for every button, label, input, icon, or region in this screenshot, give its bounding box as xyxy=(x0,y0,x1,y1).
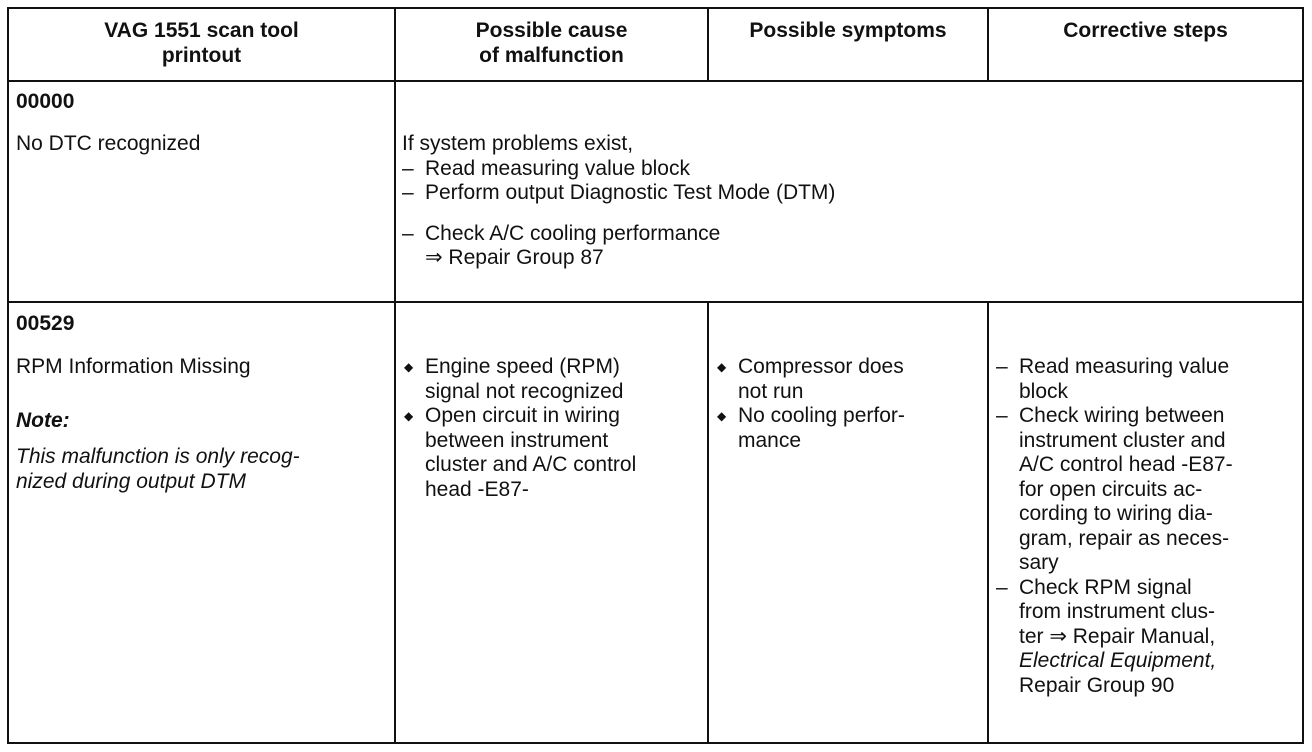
corrective-step: – Check RPM signal from instrument clus- ter ⇒ Repair Manual, Electrical Equipment, Repair Group 90 xyxy=(996,576,1233,699)
dtc-desc-00529: RPM Information Missing xyxy=(16,355,251,378)
col-divider-1 xyxy=(394,7,396,744)
causes-list xyxy=(402,355,636,502)
header-possible-symptoms: Possible symptoms xyxy=(749,19,947,42)
corrective-steps-list xyxy=(996,355,1233,698)
row1-instructions: If system problems exist, – Read measuring value block – Perform output Diagnostic Test Mode (DTM) – Check A/C cooling performance ⇒ Repair Group 87 xyxy=(402,132,835,271)
header-corrective-steps: Corrective steps xyxy=(1063,19,1228,42)
corrective-step: – Read measuring value block xyxy=(996,355,1233,404)
note-label: Note: xyxy=(16,409,70,432)
dtc-desc-00000: No DTC recognized xyxy=(16,132,201,155)
header-possible-cause: Possible cause of malfunction xyxy=(475,19,628,67)
note-text: This malfunction is only recog- nized during output DTM xyxy=(16,445,300,493)
cause-item: ◆ Engine speed (RPM) signal not recognized xyxy=(402,355,636,404)
col-divider-2b xyxy=(707,301,709,744)
dtc-code-00529: 00529 xyxy=(16,312,75,335)
row-divider xyxy=(7,301,1304,303)
symptoms-list xyxy=(715,355,905,453)
dtc-code-00000: 00000 xyxy=(16,90,75,113)
header-divider xyxy=(7,80,1304,82)
row1-step: – Read measuring value block xyxy=(402,157,835,182)
row1-step: – Perform output Diagnostic Test Mode (DTM) xyxy=(402,181,835,206)
symptom-item: ◆ Compressor does not run xyxy=(715,355,905,404)
header-scan-tool-printout: VAG 1551 scan tool printout xyxy=(104,19,299,67)
symptom-item: ◆ No cooling perfor- mance xyxy=(715,404,905,453)
corrective-step: – Check wiring between instrument cluster and A/C control head -E87- for open circuits ac- cording to wiring dia- gram, repair as neces- sary xyxy=(996,404,1233,576)
row1-step: – Check A/C cooling performance ⇒ Repair Group 87 xyxy=(402,222,835,271)
cause-item: ◆ Open circuit in wiring between instrument cluster and A/C control head -E87- xyxy=(402,404,636,502)
col-divider-3b xyxy=(987,301,989,744)
row1-repair-ref: ⇒ Repair Group 87 xyxy=(425,246,604,269)
